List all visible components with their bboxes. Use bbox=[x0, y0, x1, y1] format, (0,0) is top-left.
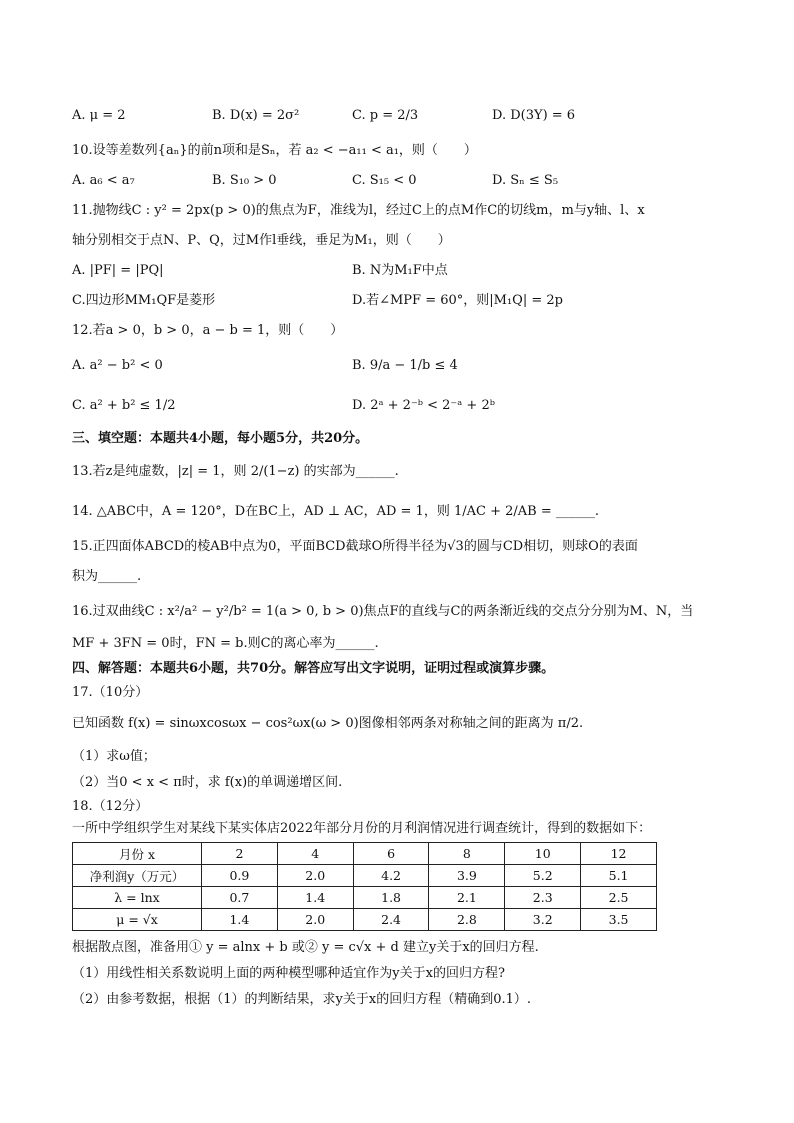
table-cell: 3.5 bbox=[581, 909, 657, 931]
table-cell: 2.1 bbox=[429, 887, 505, 909]
q16-line2: MF + 3FN = 0时，FN = b.则C的离心率为______. bbox=[72, 636, 379, 651]
table-cell: 2.3 bbox=[505, 887, 581, 909]
q15-line1: 15.正四面体ABCD的棱AB中点为0，平面BCD截球O所得半径为√3的圆与CD相切，则球O的表面 bbox=[72, 539, 638, 554]
q18-heading: 18.（12分） bbox=[72, 799, 149, 814]
q17-part2: （2）当0 < x < π时，求 f(x)的单调递增区间. bbox=[72, 775, 343, 790]
q10-option-c: C. S₁₅ < 0 bbox=[352, 173, 417, 188]
table-cell: 2.0 bbox=[277, 909, 353, 931]
q18-part1: （1）用线性相关系数说明上面的两种模型哪种适宜作为y关于x的回归方程? bbox=[72, 966, 505, 981]
table-cell: 2.4 bbox=[353, 909, 429, 931]
table-cell: 2 bbox=[202, 843, 278, 865]
table-cell: 4 bbox=[277, 843, 353, 865]
q11-option-c: C.四边形MM₁QF是菱形 bbox=[72, 293, 216, 308]
table-cell: 6 bbox=[353, 843, 429, 865]
q9-option-b: B. D(x) = 2σ² bbox=[212, 108, 300, 123]
q11-stem-line1: 11.抛物线C : y² = 2px(p > 0)的焦点为F，准线为l，经过C上的点M作C的切线m，m与y轴、l、x bbox=[72, 203, 645, 218]
q9-option-a: A. μ = 2 bbox=[72, 108, 126, 123]
table-cell: 1.4 bbox=[202, 909, 278, 931]
q13: 13.若z是纯虚数，|z| = 1，则 2/(1−z) 的实部为______. bbox=[72, 464, 399, 479]
q9-option-c: C. p = 2/3 bbox=[352, 108, 419, 123]
q16-line1: 16.过双曲线C : x²/a² − y²/b² = 1(a > 0, b > 0)焦点F的直线与C的两条渐近线的交点分分别为M、N，当 bbox=[72, 604, 694, 619]
table-row bbox=[73, 909, 657, 931]
table-cell: 4.2 bbox=[353, 865, 429, 887]
q18-stem: 一所中学组织学生对某线下某实体店2022年部分月份的月利润情况进行调查统计，得到的数据如下： bbox=[72, 821, 652, 836]
q9-option-d: D. D(3Y) = 6 bbox=[492, 108, 576, 123]
q17-heading: 17.（10分） bbox=[72, 685, 149, 700]
table-cell: μ = √x bbox=[73, 909, 202, 931]
table-cell: 3.2 bbox=[505, 909, 581, 931]
table-cell: 12 bbox=[581, 843, 657, 865]
table-cell: 2.0 bbox=[277, 865, 353, 887]
q11-options-row1 bbox=[72, 256, 722, 286]
table-row bbox=[73, 843, 657, 865]
q10-option-a: A. a₆ < a₇ bbox=[72, 173, 135, 188]
q12-options-row1 bbox=[72, 346, 722, 386]
table-row bbox=[73, 865, 657, 887]
q12-option-d: D. 2ᵃ + 2⁻ᵇ < 2⁻ᵃ + 2ᵇ bbox=[352, 398, 495, 413]
q12-option-b: B. 9/a − 1/b ≤ 4 bbox=[352, 358, 458, 373]
table-cell: 1.8 bbox=[353, 887, 429, 909]
q10-option-d: D. Sₙ ≤ S₅ bbox=[492, 173, 559, 188]
q11-option-b: B. N为M₁F中点 bbox=[352, 263, 448, 278]
table-cell: 10 bbox=[505, 843, 581, 865]
q17-stem: 已知函数 f(x) = sinωxcosωx − cos²ωx(ω > 0)图像相邻两条对称轴之间的距离为 π/2. bbox=[72, 716, 584, 731]
table-cell: 2.5 bbox=[581, 887, 657, 909]
table-cell: 5.2 bbox=[505, 865, 581, 887]
table-cell: 2.8 bbox=[429, 909, 505, 931]
q11-options-row2 bbox=[72, 286, 722, 316]
q11-option-d: D.若∠MPF = 60°，则|M₁Q| = 2p bbox=[352, 293, 563, 308]
q11-stem-line2: 轴分别相交于点N、P、Q，过M作l垂线，垂足为M₁，则（ ） bbox=[72, 233, 451, 248]
exam-page bbox=[72, 100, 722, 1013]
table-cell: 0.7 bbox=[202, 887, 278, 909]
q14: 14. △ABC中，A = 120°，D在BC上，AD ⊥ AC，AD = 1，则 1/AC + 2/AB = ______. bbox=[72, 504, 599, 519]
q12-options-row2 bbox=[72, 386, 722, 426]
q12-option-c: C. a² + b² ≤ 1/2 bbox=[72, 398, 176, 413]
q10-option-b: B. S₁₀ > 0 bbox=[212, 173, 277, 188]
q17-part1: （1）求ω值； bbox=[72, 749, 156, 764]
section-3-heading: 三、填空题：本题共4小题，每小题5分，共20分。 bbox=[72, 431, 369, 446]
table-cell: 月份 x bbox=[73, 843, 202, 865]
q18-data-table bbox=[72, 842, 657, 931]
table-cell: 3.9 bbox=[429, 865, 505, 887]
table-row bbox=[73, 887, 657, 909]
q18-model-text: 根据散点图，准备用① y = alnx + b 或② y = c√x + d 建立y关于x的回归方程. bbox=[72, 940, 539, 955]
q11-option-a: A. |PF| = |PQ| bbox=[72, 263, 164, 278]
table-cell: 8 bbox=[429, 843, 505, 865]
q10-options bbox=[72, 166, 722, 196]
q18-part2: （2）由参考数据，根据（1）的判断结果，求y关于x的回归方程（精确到0.1）. bbox=[72, 992, 532, 1007]
q12-stem: 12.若a > 0，b > 0，a − b = 1，则（ ） bbox=[72, 323, 344, 338]
table-cell: 1.4 bbox=[277, 887, 353, 909]
section-4-heading: 四、解答题：本题共6小题，共70分。解答应写出文字说明，证明过程或演算步骤。 bbox=[72, 661, 555, 676]
table-cell: 5.1 bbox=[581, 865, 657, 887]
q12-option-a: A. a² − b² < 0 bbox=[72, 358, 163, 373]
q10-stem: 10.设等差数列{aₙ}的前n项和是Sₙ，若 a₂ < −a₁₁ < a₁，则（ ） bbox=[72, 143, 477, 158]
q9-options bbox=[72, 96, 722, 136]
q15-line2: 积为______. bbox=[72, 569, 142, 584]
table-cell: 净利润y（万元） bbox=[73, 865, 202, 887]
table-cell: 0.9 bbox=[202, 865, 278, 887]
table-cell: λ = lnx bbox=[73, 887, 202, 909]
